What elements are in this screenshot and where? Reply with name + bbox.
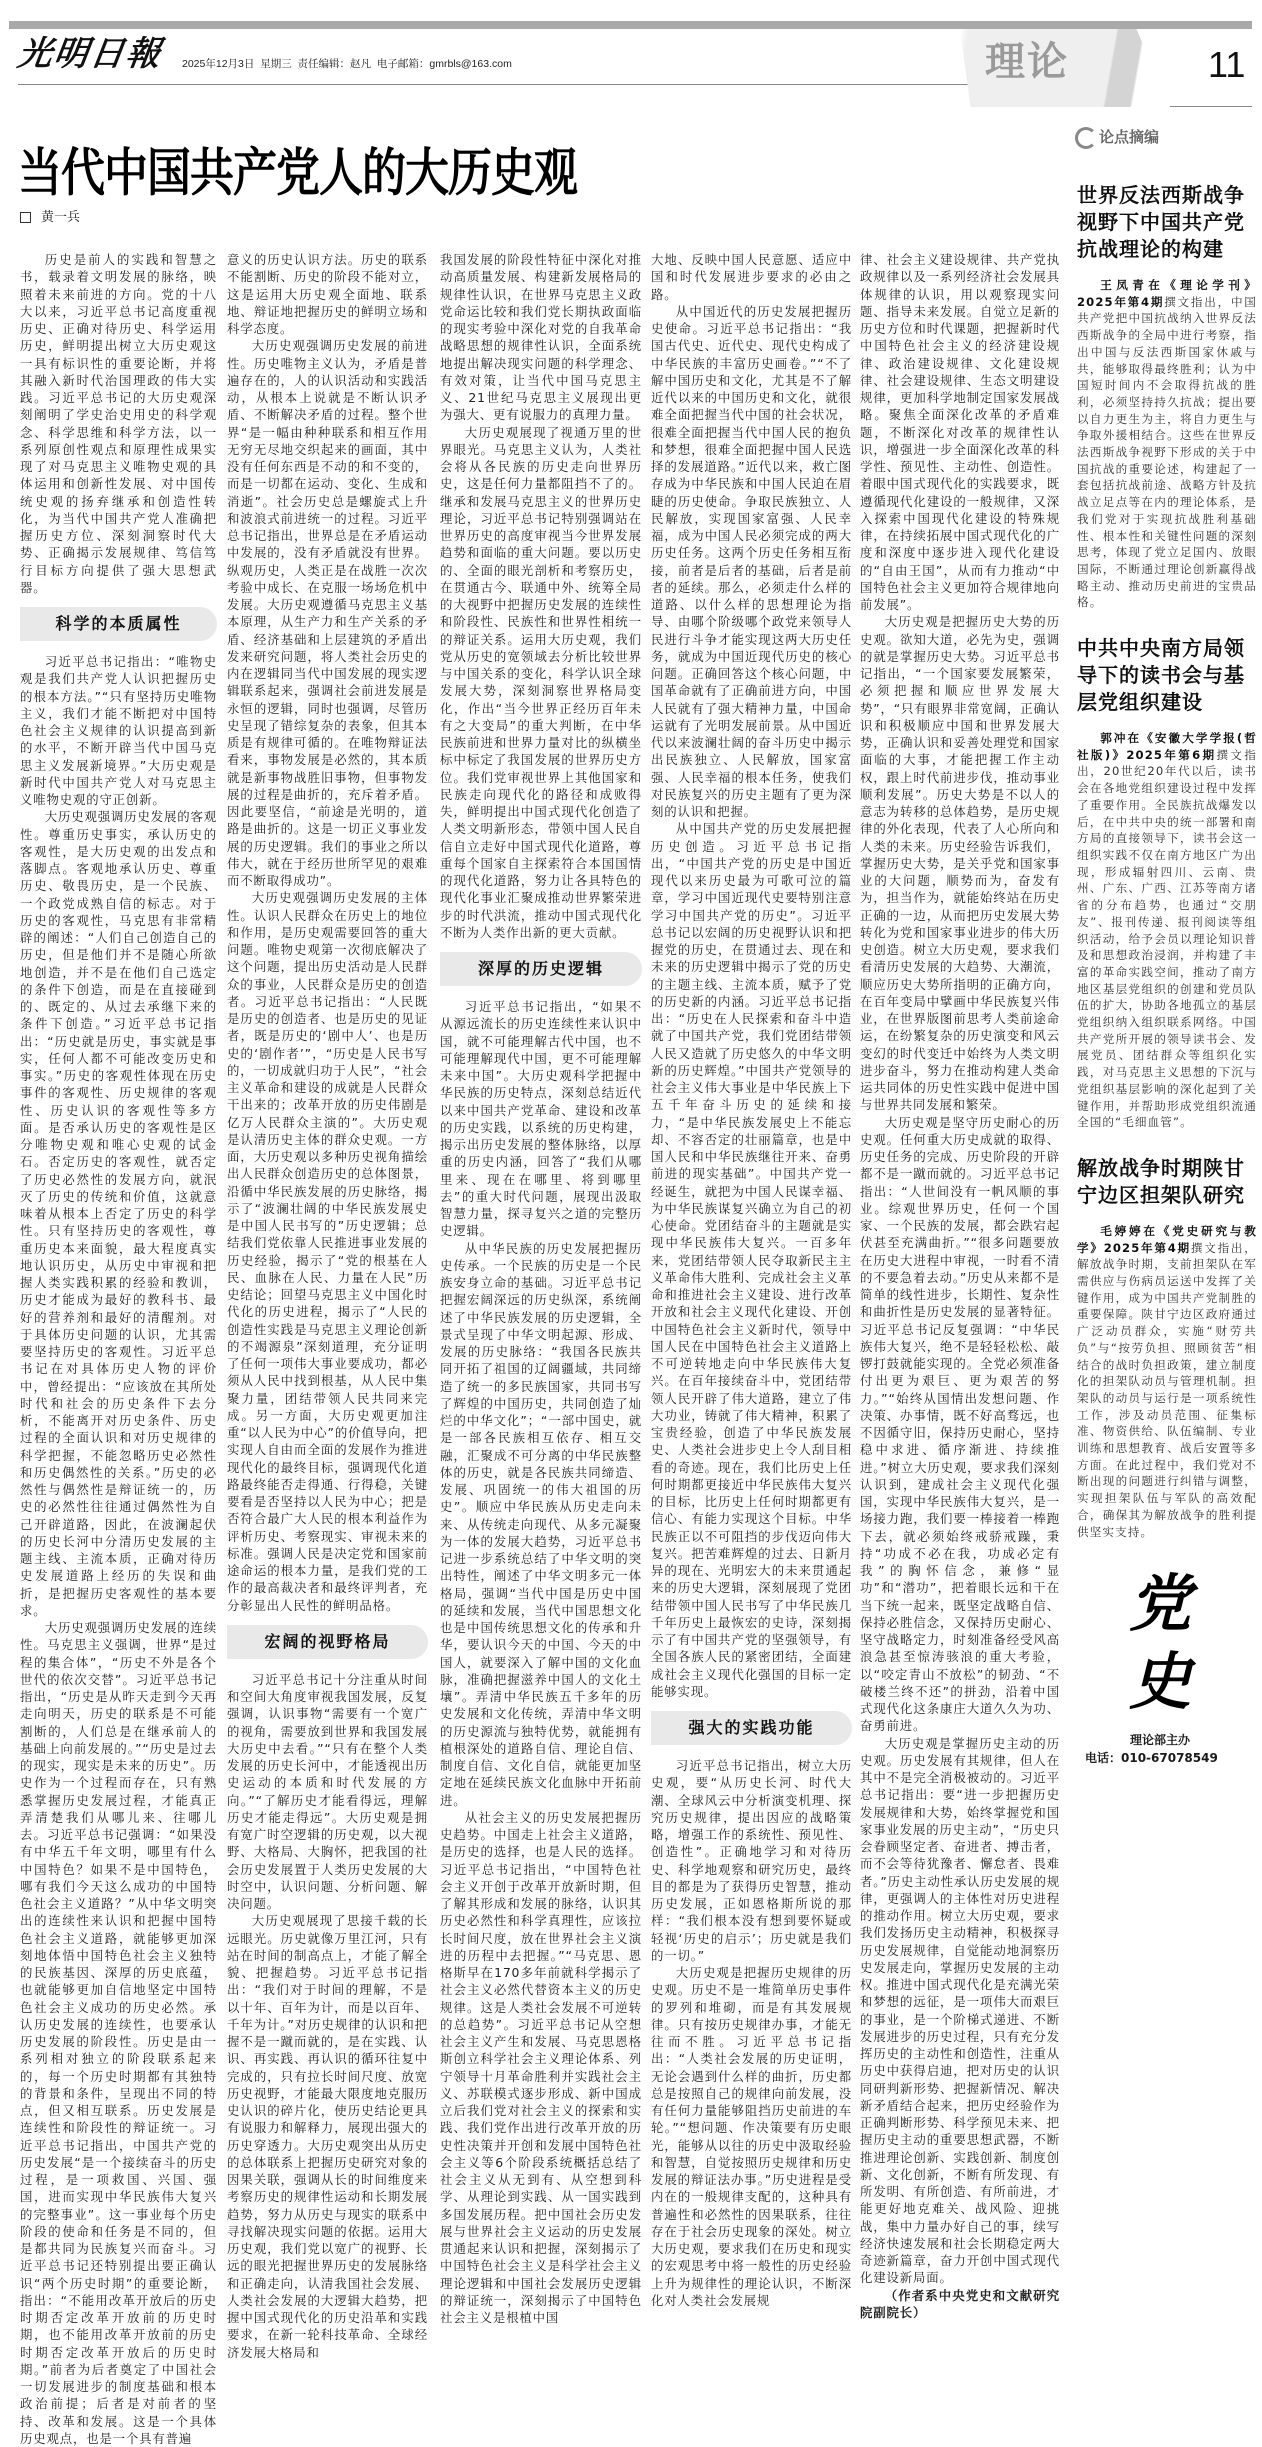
host-department: 理论部主办 [1129, 1733, 1190, 1747]
digest-body [1077, 1223, 1257, 1540]
section-heading: 强大的实践功能 [651, 1711, 852, 1745]
top-rule [9, 21, 1252, 29]
paragraph: 大历史观是掌握历史主动的历史观。历史发展有其规律，但人在其中不是完全消极被动的。习近平总书记指出：要“进一步把握历史发展规律和大势，始终掌握党和国家事业发展的历史主动”，“历史只会眷顾坚定者、奋进者、搏击者，而不会等待犹豫者、懈怠者、畏难者。”历史主动性承认历史发展的规律，更强调人的主体性对历史进程的推动作用。树立大历史观，要求我们发扬历史主动精神，积极探寻历史发展规律，自觉能动地洞察历史发展走向，掌握历史发展的主动权。推进中国式现代化是充满光荣和梦想的远征，是一项伟大而艰巨的事业，是一个阶梯式递进、不断发展进步的历史过程，只有充分发挥历史的主动性和创造性，注重从历史中获得启迪，把对历史的认识同研判新形势、把握新情况、解决新矛盾结合起来，把历史经验作为正确判断形势、科学预见未来、把握历史主动的重要思想武器，不断推进理论创新、实践创新、制度创新、文化创新，不断有所发现、有所发明、有所创造、有所前进，才能更好地克难关、战风险、迎挑战，集中力量办好自己的事，续写经济快速发展和社会长期稳定两大奇迹新篇章，奋力开创中国式现代化建设新局面。 [860, 1735, 1060, 2286]
digest-title: 解放战争时期陕甘宁边区担架队研究 [1077, 1155, 1245, 1207]
sidebar-column-label: 论点摘编 [1099, 128, 1160, 146]
date-editor-line: 2025年12月3日 星期三 责任编辑：赵凡 电子邮箱：gmrbls@163.com [182, 58, 512, 70]
article-column-3 [440, 251, 642, 2326]
party-history-calligraphy-logo: 党史 [1128, 1567, 1191, 1718]
digest-body [1077, 730, 1257, 1131]
author-affiliation: （作者系中央党史和文献研究院副院长） [860, 2287, 1060, 2320]
paragraph: 习近平总书记十分注重从时间和空间大角度审视我国发展，反复强调，认识事物“需要有一个宽广的视角，需要放到世界和我国发展大历史中去看。”“只有在整个人类发展的历史长河中，才能透视出历史运动的本质和时代发展的方向。”“了解历史才能看得远，理解历史才能走得远”。大历史观是拥有宽广时空逻辑的历史观，以大视野、大格局、大胸怀，把我国的社会历史发展置于人类历史发展的大时空中，认识问题、分析问题、解决问题。 [227, 1671, 428, 1911]
article-column-4 [651, 251, 852, 2309]
article-column-5 [860, 251, 1060, 2321]
digest-source: 毛婷婷在《党史研究与教学》2025年第4期 [1077, 1223, 1257, 1255]
digest-text: 撰文指出，20世纪20年代以后，读书会在各地党组织建设过程中发挥了重要作用。全民族抗战爆发以后，在中共中央的统一部署和南方局的直接领导下，读书会这一组织实践不仅在南方地区广为出现，形成辐射四川、云南、贵州、广东、广西、江苏等南方诸省的分布趋势，也通过“交朋友”、报刊传递、报刊阅读等组织活动，给予会员以理论知识普及和思想政治浸润，并构建了丰富的革命实践空间，推动了南方地区基层党组织的创建和党员队伍的扩大，协助各地孤立的基层党组织纳入组织联系网络。中国共产党所开展的领导读书会、发展党员、团结群众等组织化实践，对马克思主义思想的下沉与党组织基层影响的深化起到了关键作用，并帮助形成党组织流通全国的“毛细血管”。 [1077, 747, 1257, 1130]
digest-source: 王凤青在《理论学刊》2025年第4期 [1077, 278, 1257, 309]
digest-item [1077, 635, 1257, 1131]
byline-box-icon [20, 212, 31, 223]
masthead-logo: 光明日報 [15, 34, 165, 74]
digest-body [1077, 277, 1257, 611]
paragraph: 大历史观强调历史发展的连续性。马克思主义强调，世界“是过程的集合体”，“历史不外是各个世代的依次交替”。习近平总书记指出，“历史是从昨天走到今天再走向明天，历史的联系是不可能割断的，人们总是在继承前人的基础上向前发展的。”“历史是过去的现实，现实是未来的历史”。历史作为一个过程而存在，只有熟悉掌握历史发展过程，才能真正弄清楚我们从哪儿来、往哪儿去。习近平总书记强调：“如果没有中华五千年文明，哪里有什么中国特色？如果不是中国特色，哪有我们今天这么成功的中国特色社会主义道路？”从中华文明突出的连续性来认识和把握中国特色社会主义道路，就能够更加深刻地体悟中国特色社会主义独特的民族基因、深厚的历史底蕴，也就能够更加自信地坚定中国特色社会主义成功的历史必然。承认历史发展的连续性，也要承认历史发展的阶段性。历史是由一系列相对独立的阶段联系起来的，每一个历史时期都有其独特的背景和条件，呈现出不同的特点，但又相互联系。历史发展是连续性和阶段性的辩证统一。习近平总书记指出，中国共产党的历史发展“是一个接续奋斗的历史过程，是一项救国、兴国、强国，进而实现中华民族伟大复兴的完整事业”。这一事业每个历史阶段的使命和任务是不同的，但是都共同为民族复兴而奋斗。习近平总书记还特别提出要正确认识“两个历史时期”的重要论断，指出：“不能用改革开放后的历史时期否定改革开放前的历史时期，也不能用改革开放前的历史时期否定改革开放后的历史时期。”前者为后者奠定了中国社会一切发展进步的制度基础和根本政治前提；后者是对前者的坚持、改革和发展。这是一个具体历史观点，也是一个具有普遍 [20, 1620, 217, 2446]
paragraph: 从社会主义的历史发展把握历史趋势。中国走上社会主义道路，是历史的选择，也是人民的选择。习近平总书记指出，“中国特色社会主义开创于改革开放新时期，但了解其形成和发展的脉络，认识其历史必然性和科学真理性，应该拉长时间尺度，放在世界社会主义演进的历程中去把握。”“马克思、恩格斯早在170多年前就科学揭示了社会主义必然代替资本主义的历史规律。这是人类社会发展不可逆转的总趋势”。习近平总书记从空想社会主义产生和发展、马克思恩格斯创立科学社会主义理论体系、列宁领导十月革命胜利并实践社会主义、苏联模式逐步形成、新中国成立后我们党对社会主义的探索和实践、我们党作出进行改革开放的历史性决策并开创和发展中国特色社会主义等6个阶段系统概括总结了社会主义从无到有、从空想到科学、从理论到实践、从一国实践到多国发展历程。把中国社会历史发展与世界社会主义运动的历史发展贯通起来认识和把握，深刻揭示了中国特色社会主义是科学社会主义理论逻辑和中国社会发展历史逻辑的辩证统一，深刻揭示了中国特色社会主义是根植中国 [440, 1809, 642, 2325]
author-name: 黄一兵 [41, 210, 81, 225]
header-rule [18, 84, 973, 85]
article-title: 当代中国共产党人的大历史观 [18, 143, 577, 204]
paragraph: 大历史观强调历史发展的前进性。历史唯物主义认为，矛盾是普遍存在的，人的认识活动和实践活动，从根本上说就是不断认识矛盾、不断解决矛盾的过程。整个世界“是一幅由种种联系和相互作用无穷无尽地交织起来的画面，其中没有任何东西是不动的和不变的，而是一切都在运动、变化、生成和消逝”。社会历史总是螺旋式上升和波浪式前进统一的过程。习近平总书记指出，世界总是在矛盾运动中发展的，没有矛盾就没有世界。纵观历史，人类正是在战胜一次次考验中成长、在克服一场场危机中发展。大历史观遵循马克思主义基本原理，从生产力和生产关系的矛盾、经济基础和上层建筑的矛盾出发来研究问题，将人类社会历史的内在逻辑同当代中国发展的现实逻辑联系起来，强调社会前进发展是永恒的逻辑，同时也强调，尽管历史呈现了错综复杂的表象，但其本质是有规律可循的。在唯物辩证法看来，事物发展是必然的，其本质就是新事物战胜旧事物，但事物发展的过程是曲折的，充斥着矛盾。因此要坚信，“前途是光明的，道路是曲折的。这是一切正义事业发展的历史逻辑。我们的事业之所以伟大，就在于经历世所罕见的艰难而不断取得成功”。 [227, 338, 428, 888]
paragraph: 习近平总书记指出，树立大历史观，要“从历史长河、时代大潮、全球风云中分析演变机理、探究历史规律，提出因应的战略策略，增强工作的系统性、预见性、创造性”。正确地学习和对待历史、科学地观察和研究历史，最终目的都是为了获得历史智慧，推动历史发展，正如恩格斯所说的那样：“我们根本没有想到要怀疑或轻视‘历史的启示’；历史就是我们的一切。” [651, 1758, 852, 1963]
section-heading: 宏阔的视野格局 [227, 1625, 428, 1659]
article-column-1 [20, 251, 217, 2447]
paragraph-continued: 大地、反映中国人民意愿、适应中国和时代发展进步要求的必由之路。 [651, 252, 852, 302]
paragraph: 习近平总书记指出：“唯物史观是我们共产党人认识把握历史的根本方法。”“只有坚持历史唯物主义，我们才能不断把对中国特色社会主义规律的认识提高到新的水平，不断开辟当代中国马克思主义发展新境界。”大历史观是新时代中国共产党人对马克思主义唯物史观的守正创新。 [20, 654, 217, 807]
paragraph: 大历史观展现了思接千载的长远眼光。历史就像万里江河，只有站在时间的制高点上，才能了解全貌、把握趋势。习近平总书记指出：“我们对于时间的理解，不是以十年、百年为计，而是以百年、千年为计。”对历史规律的认识和把握不是一蹴而就的，是在实践、认识、再实践、再认识的循环往复中完成的，只有拉长时间尺度、放宽历史视野，才能最大限度地克服历史认识的碎片化，使历史结论更具有说服力和解释力，展现出强大的历史穿透力。大历史观突出从历史的总体联系上把握历史研究对象的因果关联，强调从长的时间维度来考察历史的规律性运动和长期发展趋势，努力从历史与现实的联系中寻找解决现实问题的依据。运用大历史观，我们党以宽广的视野、长远的眼光把握世界历史的发展脉络和正确走向，认清我国社会发展、人类社会发展的大逻辑大趋势，把握中国式现代化的历史沿革和实践要求，在新一轮科技革命、全球经济发展大格局和 [227, 1913, 428, 2360]
paragraph: 从中华民族的历史发展把握历史传承。一个民族的历史是一个民族安身立命的基础。习近平总书记把握宏阔深远的历史纵深，系统阐述了中华民族发展的历史逻辑，全景式呈现了中华文明起源、形成、发展的历史脉络：“我国各民族共同开拓了祖国的辽阔疆域，共同缔造了统一的多民族国家，共同书写了辉煌的中国历史，共同创造了灿烂的中华文化”；“一部中国史，就是一部各民族相互依存、相互交融，汇聚成不可分离的中华民族整体的历史，就是各民族共同缔造、发展、巩固统一的伟大祖国的历史”。顺应中华民族从历史走向未来、从传统走向现代、从多元凝聚为一体的发展大趋势，习近平总书记进一步系统总结了中华文明的突出特性，阐述了中华文明多元一体格局，强调“当代中国是历史中国的延续和发展，当代中国思想文化也是中国传统思想文化的传承和升华，要认识今天的中国、今天的中国人，就要深入了解中国的文化血脉，准确把握滋养中国人的文化土壤”。弄清中华民族五千多年的历史发展和文化传统，弄清中华文明的历史源流与独特优势，就能拥有植根深处的道路自信、理论自信、制度自信、文化自信，就能更加坚定地在延续民族文化血脉中开拓前进。 [440, 1240, 642, 1808]
paragraph-continued: 意义的历史认识方法。历史的联系不能割断、历史的阶段不能对立，这是运用大历史观全面地、联系地、辩证地把握历史的鲜明立场和科学态度。 [227, 252, 428, 336]
article-byline [20, 210, 80, 226]
digest-source: 郭冲在《安徽大学学报(哲社版)》2025年第6期 [1077, 731, 1257, 762]
g-logo-icon [1075, 127, 1097, 149]
digest-title: 世界反法西斯战争视野下中国共产党抗战理论的构建 [1077, 183, 1245, 261]
paragraph: 大历史观展现了视通万里的世界眼光。马克思主义认为，人类社会将从各民族的历史走向世界历史，这是任何力量都阻挡不了的。继承和发展马克思主义的世界历史理论，习近平总书记特别强调站在世界历史的高度审视当今世界发展趋势和面临的重大问题。要以历史的、全面的眼光剖析和考察历史，在贯通古今、联通中外、统筹全局的大视野中把握历史发展的连续性和阶段性、民族性和世界性相统一的辩证关系。运用大历史观，我们党从历史的宽领域去分析比较世界与中国关系的变化，科学认识全球发展大势，深刻洞察世界格局变化，作出“当今世界正经历百年未有之大变局”的重大判断，在中华民族前进和世界力量对比的纵横坐标中标定了我国发展的世界历史方位。我们党审视世界上其他国家和民族走向现代化的路径和成败得失，鲜明提出中国式现代化创造了人类文明新形态，带领中国人民自信自立走好中国式现代化道路，尊重每个国家自主探索符合本国国情的现代化道路，努力让各具特色的现代化事业汇聚成推动世界繁荣进步的时代洪流，推动中国式现代化不断为人类作出新的更大贡献。 [440, 424, 642, 940]
contact-phone: 电话：010-67078549 [1085, 1751, 1218, 1765]
paragraph: 大历史观是把握历史规律的历史观。历史不是一堆简单历史事件的罗列和堆砌，而是有其发展规律。只有按历史规律办事，才能无往而不胜。习近平总书记指出：“人类社会发展的历史证明，无论会遇到什么样的曲折，历史都总是按照自己的规律向前发展，没有任何力量能够阻挡历史前进的车轮。”“想问题、作决策要有历史眼光，能够从以往的历史中汲取经验和智慧，自觉按照历史规律和历史发展的辩证法办事。”历史进程是受内在的一般规律支配的，这种具有普遍性和必然性的因果联系，往往存在于社会历史现象的深处。树立大历史观，要求我们在历史和现实的宏观思考中将一般性的历史经验上升为规律性的理论认识，不断深化对人类社会发展规 [651, 1965, 852, 2308]
article-column-2 [227, 251, 428, 2361]
section-heading: 科学的本质属性 [20, 607, 217, 641]
digest-list [1077, 182, 1257, 1540]
section-name: 理论 [985, 38, 1069, 85]
section-heading: 深厚的历史逻辑 [440, 952, 642, 986]
digest-item [1077, 1155, 1257, 1540]
page-number: 11 [1208, 44, 1246, 85]
paragraph: 从中国近代的历史发展把握历史使命。习近平总书记指出：“我国古代史、近代史、现代史构成了中华民族的丰富历史画卷。”“不了解中国历史和文化，尤其是不了解近代以来的中国历史和文化，就很难全面把握当代中国的社会状况，很难全面把握当代中国人民的抱负和梦想，很难全面把握中国人民选择的发展道路。”近代以来，救亡图存成为中华民族和中国人民迫在眉睫的历史使命。争取民族独立、人民解放，实现国家富强、人民幸福，成为中国人民必须完成的两大历史任务。这两个历史任务相互衔接，前者是后者的基础，后者是前者的延续。那么，必须走什么样的道路、以什么样的思想理论为指导、由哪个阶级哪个政党来领导人民进行斗争才能实现这两大历史任务，就成为中国近现代历史的核心问题。正确回答这个核心问题，中国革命就有了正确前进方向，中国人民就有了强大精神力量，中国命运就有了光明发展前景。从中国近代以来波澜壮阔的奋斗历史中揭示出民族独立、人民解放，国家富强、人民幸福的根本任务，使我们对民族复兴的历史主题有了更为深刻的认识和把握。 [651, 303, 852, 819]
digest-title: 中共中央南方局领导下的读书会与基层党组织建设 [1077, 636, 1245, 715]
digest-text: 撰文指出，解放战争时期，支前担架队在军需供应与伤病员运送中发挥了关键作用，成为中国共产党制胜的重要保障。陕甘宁边区政府通过广泛动员群众，实施“财劳共负”与“按劳负担、照顾贫苦”相结合的战时负担政策，建立制度化的担架队动员与管理机制。担架队的动员与运行是一项系统性工作，涉及动员范围、征集标准、物资供给、队伍编制、专业训练和思想教育、战后安置等多方面。在此过程中，我们党对不断出现的问题进行纠错与调整，实现担架队伍与军队的高效配合，确保其为解放战争的胜利提供坚实支持。 [1077, 1240, 1257, 1539]
paragraph: 历史是前人的实践和智慧之书，载录着文明发展的脉络，映照着未来前进的方向。党的十八大以来，习近平总书记高度重视历史、正确对待历史、科学运用历史，鲜明提出树立大历史观这一具有标识性的重要论断，并将其融入新时代治国理政的伟大实践。习近平总书记的大历史观深刻阐明了学史治史用史的科学观念、科学思维和科学方法，以一系列原创性观点和原理性成果实现了对马克思主义唯物史观的具体运用和创新性发展、对中国传统史观的扬弃继承和创造性转化，为当代中国共产党人准确把握历史方位、深刻洞察时代大势、正确揭示发展规律、笃信笃行目标方向提供了强大思想武器。 [20, 252, 217, 595]
paragraph: 大历史观是把握历史大势的历史观。欲知大道，必先为史，强调的就是掌握历史大势。习近平总书记指出，“一个国家要发展繁荣，必须把握和顺应世界发展大势”，“只有眼界非常宽阔，正确认识和积极顺应中国和世界发展大势，正确认识和妥善处理党和国家面临的大事，才能把握工作主动权，跟上时代前进步伐，推动事业顺利发展”。历史大势是不以人的意志为转移的总体趋势，是历史规律的外化表现，代表了人心所向和人类的未来。历史经验告诉我们，掌握历史大势，是关乎党和国家事业的大问题，顺势而为，奋发有为，担当作为，就能始终站在历史正确的一边，从而把历史发展大势转化为党和国家事业进步的伟大历史创造。树立大历史观，要求我们看清历史发展的大趋势、大潮流，顺应历史大势所指明的正确方向，在百年变局中擘画中华民族复兴伟业，在世界版图前思考人类前途命运，在纷繁复杂的历史演变和风云变幻的时代变迁中始终为人类文明进步奋斗，努力在推动构建人类命运共同体的历史性实践中促进中国与世界共同发展和繁荣。 [860, 614, 1060, 1113]
sidebar-column-name [1075, 126, 1159, 149]
header-rule-right [1170, 106, 1252, 107]
paragraph: 从中国共产党的历史发展把握历史创造。习近平总书记指出，“中国共产党的历史是中国近现代以来历史最为可歌可泣的篇章，学习中国近现代史要特别注意学习中国共产党的历史”。习近平总书记以宏阔的历史视野认识和把握党的历史，在贯通过去、现在和未来的历史逻辑中揭示了党的历史的主题主线、主流本质，赋予了党的历史新的内涵。习近平总书记指出：“历史在人民探索和奋斗中造就了中国共产党，我们党团结带领人民又造就了历史悠久的中华文明新的历史辉煌。”中国共产党领导的社会主义伟大事业是中华民族上下五千年奋斗历史的延续和接力，“是中华民族发展史上不能忘却、不容否定的壮丽篇章，也是中国人民和中华民族继往开来、奋勇前进的现实基础”。中国共产党一经诞生，就把为中国人民谋幸福、为中华民族谋复兴确立为自己的初心使命。党团结奋斗的主题就是实现中华民族伟大复兴。一百多年来，党团结带领人民夺取新民主主义革命伟大胜利、完成社会主义革命和推进社会主义建设、进行改革开放和社会主义现代化建设、开创中国特色社会主义新时代，领导中国人民在中国特色社会主义道路上不可逆转地走向中华民族伟大复兴。在百年接续奋斗中，党团结带领人民开辟了伟大道路，建立了伟大功业，铸就了伟大精神，积累了宝贵经验，创造了中华民族发展史、人类社会进步史上令人刮目相看的奇迹。现在，我们比历史上任何时期都更接近中华民族伟大复兴的目标，比历史上任何时期都更有信心、有能力实现这个目标。中华民族正以不可阻挡的步伐迈向伟大复兴。把苦难辉煌的过去、日新月异的现在、光明宏大的未来贯通起来的历史大逻辑，深刻展现了党团结带领中国人民书写了中华民族几千年历史上最恢宏的史诗，深刻揭示了有中国共产党的坚强领导，有全国各族人民的紧密团结，全面建成社会主义现代化强国的目标一定能够实现。 [651, 821, 852, 1699]
paragraph: 大历史观强调历史发展的主体性。认识人民群众在历史上的地位和作用，是历史观需要回答的重大问题。唯物史观第一次彻底解决了这个问题，提出历史活动是人民群众的事业，人民群众是历史的创造者。习近平总书记指出：“人民既是历史的创造者、也是历史的见证者，既是历史的‘剧中人’、也是历史的‘剧作者’”，“历史是人民书写的，一切成就归功于人民”，“社会主义革命和建设的成就是人民群众干出来的；改革开放的历史伟剧是亿万人民群众主演的”。大历史观是认清历史主体的群众史观。一方面，大历史观以多种历史视角描绘出人民群众创造历史的总体图景，沿循中华民族发展的历史脉络，揭示了“波澜壮阔的中华民族发展史是中国人民书写的”历史逻辑；总结我们党依靠人民推进事业发展的历史经验，揭示了“党的根基在人民、血脉在人民、力量在人民”历史结论；回望马克思主义中国化时代化的历史进程，揭示了“人民的创造性实践是马克思主义理论创新的不竭源泉”深刻道理，充分证明了任何一项伟大事业要成功，都必须从人民中找到根基，从人民中集聚力量，团结带领人民共同来完成。另一方面，大历史观更加注重“以人民为中心”的价值导向，把实现人自由而全面的发展作为推进现代化的最终目标，强调现代化道路最终能否走得通、行得稳，关键要看是否坚持以人民为中心；把是否符合最广大人民的根本利益作为评析历史、考察现实、审视未来的标准。强调人民是决定党和国家前途命运的根本力量，是我们党的工作的最高裁决者和最终评判者，充分彰显出人民性的鲜明品格。 [227, 890, 428, 1613]
paragraph: 大历史观强调历史发展的客观性。尊重历史事实，承认历史的客观性，是大历史观的出发点和落脚点。客观地承认历史、尊重历史、敬畏历史，是一个民族、一个政党成熟自信的标志。对于历史的客观性，马克思有非常精辟的阐述：“人们自己创造自己的历史，但是他们并不是随心所欲地创造，并不是在他们自己选定的条件下创造，而是在直接碰到的、既定的、从过去承继下来的条件下创造。”习近平总书记指出：“历史就是历史，事实就是事实，任何人都不可能改变历史和事实。”历史的客观性体现在历史事件的客观性、历史规律的客观性、历史认识的客观性等多方面。是否承认历史的客观性是区分唯物史观和唯心史观的试金石。否定历史的客观性，就否定了历史必然性的发展方向，就泯灭了历史的传统和价值，这就意味着从根本上否定了历史的科学性。只有坚持历史的客观性，尊重历史本来面貌，最大程度真实地认识历史，从历史中审视和把握人类实践积累的经验和教训，历史才能成为最好的教科书、最好的营养剂和最好的清醒剂。对于具体历史问题的认识，尤其需要坚持历史的客观性。习近平总书记在对具体历史人物的评价中，曾经提出：“应该放在其所处时代和社会的历史条件下去分析，不能离开对历史条件、历史过程的全面认识和对历史规律的科学把握，不能忽略历史必然性和历史偶然性的关系。”历史的必然性与偶然性是辩证统一的，历史的必然性往往通过偶然性为自己开辟道路，因此，在波澜起伏的历史长河中分清历史发展的主题主线、主流本质，正确对待历史发展道路上经历的失误和曲折，是把握历史客观性的基本要求。 [20, 809, 217, 1618]
paragraph-continued: 律、社会主义建设规律、共产党执政规律以及一系列经济社会发展具体规律的认识，用以观察现实问题、指导未来发展。自觉立足新的历史方位和时代课题，把握新时代中国特色社会主义的经济建设规律、政治建设规律、文化建设规律、社会建设规律、生态文明建设规律，更加科学地制定国家发展战略。聚焦全面深化改革的矛盾难题，不断深化对改革的规律性认识，增强进一步全面深化改革的科学性、预见性、主动性、创造性。着眼中国式现代化的实践要求，既遵循现代化建设的一般规律，又深入探索中国现代化建设的特殊规律，在持续拓展中国式现代化的广度和深度中逐步进入现代化建设的“自由王国”，从而有力推动“中国特色社会主义更加符合规律地向前发展”。 [860, 252, 1060, 612]
paragraph-continued: 我国发展的阶段性特征中深化对推动高质量发展、构建新发展格局的规律性认识，在世界马克思主义政党命运比较和我们党长期执政面临的现实考验中深化对党的自我革命战略思想的规律性认识，全面系统地提出解决现实问题的科学理念、有效对策，让当代中国马克思主义、21世纪马克思主义展现出更为强大、更有说服力的真理力量。 [440, 252, 642, 423]
paragraph: 大历史观是坚守历史耐心的历史观。任何重大历史成就的取得、历史任务的完成、历史阶段的开辟都不是一蹴而就的。习近平总书记指出：“人世间没有一帆风顺的事业。综观世界历史，任何一个国家、一个民族的发展，都会跌宕起伏甚至充满曲折。”“很多问题要放在历史大进程中审视，一时看不清的不要急着去动。”历史从来都不是简单的线性进步，长期性、复杂性和曲折性是历史发展的显著特征。习近平总书记反复强调：“中华民族伟大复兴，绝不是轻轻松松、敲锣打鼓就能实现的。全党必须准备付出更为艰巨、更为艰苦的努力。”“始终从国情出发想问题、作决策、办事情，既不好高骛远，也不因循守旧，保持历史耐心，坚持稳中求进、循序渐进、持续推进。”树立大历史观，要求我们深刻认识到，建成社会主义现代化强国，实现中华民族伟大复兴，是一场接力跑，我们要一棒接着一棒跑下去，就必须始终戒骄戒躁，秉持“功成不必在我，功成必定有我”的胸怀信念，兼修“显功”和“潜功”，把着眼长远和干在当下统一起来，既坚定战略自信、保持必胜信念，又保持历史耐心、坚守战略定力，时刻准备经受风高浪急甚至惊涛骇浪的重大考验，以“咬定青山不放松”的韧劲、“不破楼兰终不还”的拼劲，沿着中国式现代化这条康庄大道久久为功、奋勇前进。 [860, 1114, 1060, 1734]
paragraph: 习近平总书记指出，“如果不从源远流长的历史连续性来认识中国，就不可能理解古代中国，也不可能理解现代中国，更不可能理解未来中国”。大历史观科学把握中华民族的历史特点，深刻总结近代以来中国共产党革命、建设和改革的历史实践，以系统的历史构建，揭示出历史发展的整体脉络，以厚重的历史内涵，回答了“我们从哪里来、现在在哪里、将到哪里去”的重大时代问题，展现出汲取智慧力量，探寻复兴之道的完整历史逻辑。 [440, 999, 642, 1239]
digest-item [1077, 182, 1257, 611]
digest-text: 撰文指出，中国共产党把中国抗战纳入世界反法西斯战争的全局中进行考察，指出中国与反法西斯国家休戚与共，能够取得最终胜利；认为中国短时间内不会取得抗战的胜利，必须坚持持久抗战；提出要以自力更生为主，将自力更生与争取外援相结合。这些在世界反法西斯战争视野下形成的关于中国抗战的重要论述，构建起了一套包括抗战前途、战略方针及抗战立足点等在内的理论体系，是我们党对于实现抗战胜利基础性、根本性和关键性问题的深刻思考，体现了党立足国内、放眼国际，不断通过理论创新赢得战略主动、推动历史前进的宝贵品格。 [1077, 294, 1257, 610]
